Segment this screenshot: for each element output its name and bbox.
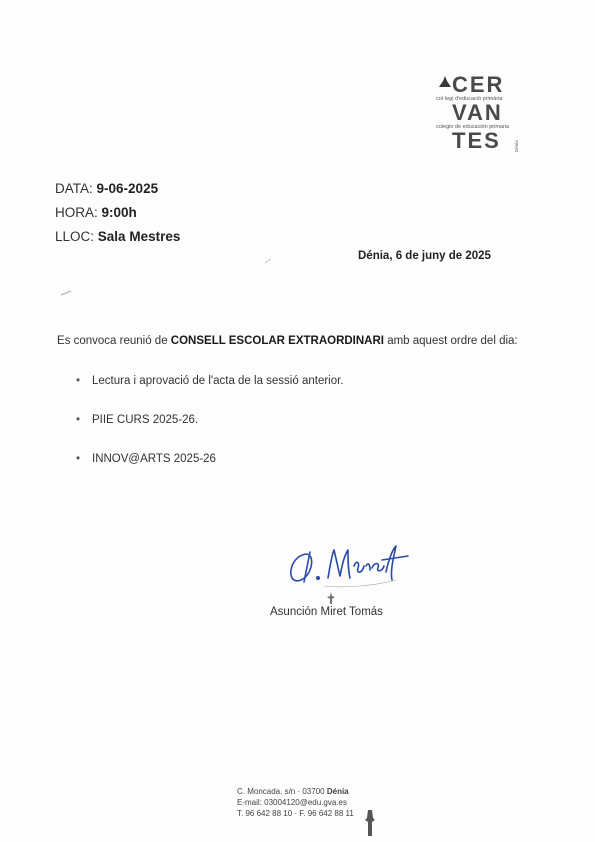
- agenda-item: [76, 453, 216, 465]
- agenda-item-text: INNOV@ARTS 2025-26: [92, 453, 216, 465]
- place-value: Sala Mestres: [97, 229, 181, 244]
- stamp-mark-icon: [326, 592, 336, 604]
- logo-figure-icon: [438, 76, 452, 88]
- convocation-body-name: CONSELL ESCOLAR EXTRAORDINARI: [170, 335, 384, 347]
- logo-text-tes: TES: [452, 128, 501, 153]
- agenda-item-text: PIIE CURS 2025-26.: [92, 414, 199, 426]
- place-label: LLOC:: [55, 229, 95, 244]
- scan-mark-icon: [364, 810, 376, 836]
- footer-address-line: [237, 786, 354, 797]
- footer-address: C. Moncada, s/n · 03700: [237, 787, 325, 796]
- agenda-item: [76, 414, 198, 426]
- logo-text-cer: CER: [452, 72, 505, 97]
- time-value: 9:00h: [101, 205, 137, 220]
- meeting-date: [55, 181, 158, 197]
- logo-side-text: Dénia: [514, 140, 519, 152]
- date-label: DATA:: [55, 181, 93, 196]
- scan-mark-icon: [264, 258, 272, 264]
- handwritten-signature: [284, 536, 424, 591]
- place-and-date: Dénia, 6 de juny de 2025: [358, 250, 491, 262]
- meeting-time: [55, 205, 137, 221]
- school-logo: [424, 68, 524, 158]
- signer-name: Asunción Miret Tomás: [270, 606, 383, 618]
- bullet: •: [76, 375, 81, 387]
- school-footer: [237, 786, 354, 819]
- convocation-text: [57, 335, 518, 347]
- convocation-text-after: amb aquest ordre del dia:: [384, 335, 518, 347]
- scan-mark-icon: [60, 290, 72, 296]
- bullet: •: [76, 453, 81, 465]
- footer-city: Dénia: [326, 787, 349, 796]
- meeting-place: [55, 229, 180, 245]
- footer-phones: T. 96 642 88 10 · F. 96 642 88 11: [237, 809, 354, 818]
- convocation-text-before: Es convoca reunió de: [57, 335, 171, 347]
- logo-subtitle-1: col·legi d'educació primària: [436, 96, 503, 102]
- date-value: 9-06-2025: [96, 181, 159, 196]
- time-label: HORA:: [55, 205, 98, 220]
- agenda-item: [76, 375, 344, 387]
- logo-text-van: VAN: [452, 100, 503, 125]
- agenda-item-text: Lectura i aprovació de l'acta de la sessió anterior.: [92, 375, 344, 387]
- footer-email: E-mail: 03004120@edu.gva.es: [237, 798, 347, 807]
- bullet: •: [76, 414, 81, 426]
- logo-subtitle-2: colegio de educación primaria: [436, 124, 510, 130]
